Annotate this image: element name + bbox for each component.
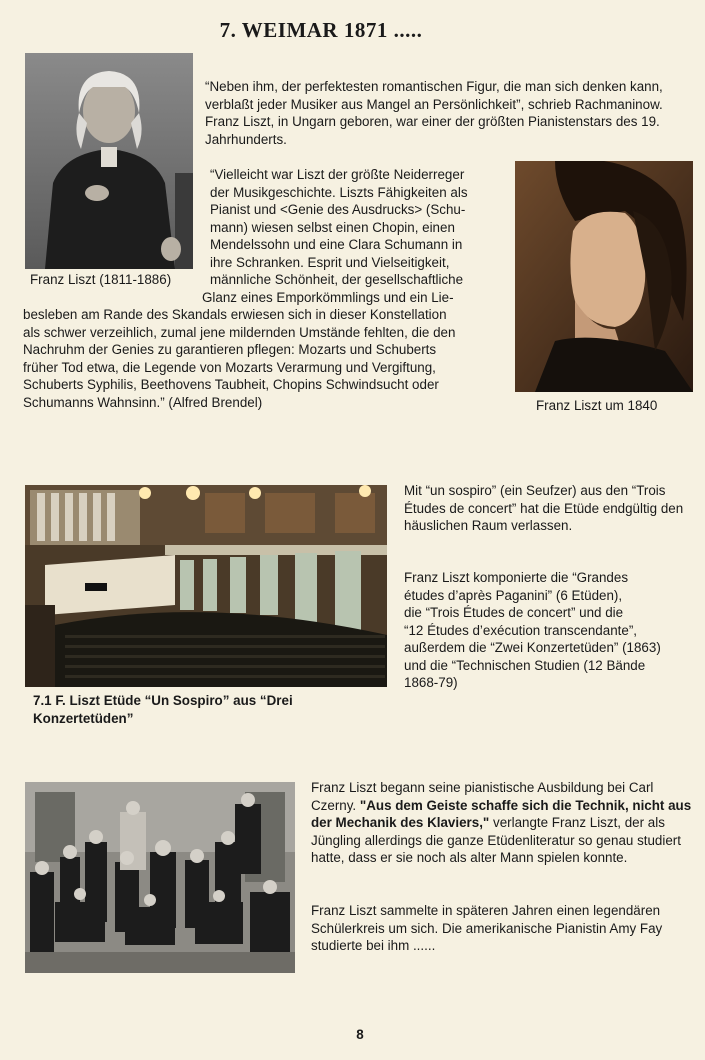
etude-list-line: “12 Études d’exécution transcendante”, [404,622,637,638]
etude-list-line: 1868-79) [404,675,458,690]
caption-etude-un-sospiro: 7.1 F. Liszt Etüde “Un Sospiro” aus “Drei Konzertetüden” [33,693,293,726]
liszt-portrait-photo-old [25,53,193,269]
caption-liszt-old: Franz Liszt (1811-1886) [30,272,172,287]
paragraph-students: Franz Liszt sammelte in späteren Jahren einen legendären Schülerkreis um sich. Die amerikanische Pianistin Amy Fay studierte bei ihm ...... [311,903,663,953]
page-title: 7. WEIMAR 1871 ..... [219,18,423,42]
liszt-students-group-photo [25,782,295,973]
caption-liszt-1840: Franz Liszt um 1840 [536,398,658,413]
etude-list-line: études d’après Paganini” (6 Etüden), [404,587,623,603]
quote-line: Glanz eines Emporkömmlings und ein Lie- [202,289,454,305]
quote-line: als schwer verzeihlich, zumal jene mildernden Umstände fehlten, die den [23,324,456,340]
quote-line: der Musikgeschichte. Liszts Fähigkeiten als [210,184,468,200]
etude-list-line: Franz Liszt komponierte die “Grandes [404,570,629,585]
quote-line: früher Tod etwa, die Legende von Mozarts Verarmung und Vergiftung, [23,359,436,375]
quote-line: männliche Schönheit, der gesellschaftliche [210,272,464,287]
etude-list-line: und die “Technischen Studien (12 Bände [404,657,646,673]
quote-line: Schumanns Wahnsinn.” (Alfred Brendel) [23,394,263,410]
liszt-portrait-painting-1840 [515,161,693,392]
paragraph-un-sospiro: Mit “un sospiro” (ein Seufzer) aus den “Trois Études de concert” hat die Etüde endgültig den häuslichen Raum verlassen. [404,483,684,533]
page-number: 8 [356,1027,364,1042]
quote-line: mann) wiesen selbst einen Chopin, einen [210,219,455,235]
etude-list-line: die “Trois Études de concert” und die [404,605,624,620]
quote-line: “Vielleicht war Liszt der größte Neiderreger [210,167,465,182]
czerny-text-start: Franz Liszt begann seine pianistische Ausbildung bei Carl Czerny. [311,780,654,813]
quote-line: Schuberts Syphilis, Beethovens Taubheit, Chopins Schwindsucht oder [23,377,439,392]
quote-line: Mendelssohn und eine Clara Schumann in [210,237,463,252]
intro-paragraph: “Neben ihm, der perfektesten romantischen Figur, die man sich denken kann, verblaßt jeder Musiker aus Mangel an Persönlichkeit”, schrieb Rachmaninow. Franz Liszt, in Ungarn geboren, war einer der größten Pianistenstars des 19. Jahrhunderts. [205,79,663,147]
quote-line: Nachruhm der Genies zu garantieren pflegen: Mozarts und Schuberts [23,342,437,357]
quote-line: Pianist und <Genie des Ausdrucks> (Schu- [210,202,466,217]
quote-line: ihre Schranken. Esprit und Vielseitigkeit, [210,254,450,270]
czerny-text-end: verlangte Franz Liszt, der als Jüngling allerdings die ganze Etüdenliteratur so genau studiert hatte, dass er sie noch als alter Mann spielen konnte. [311,815,681,865]
quote-line: besleben am Rande des Skandals erwiesen sich in dieser Konstellation [23,307,447,322]
liszt-quote-bold: "Aus dem Geiste schaffe sich die Technik, nicht aus der Mechanik des Klaviers," [311,797,692,830]
etude-list-line: außerdem die “Zwei Konzertetüden” (1863) [404,640,661,655]
concert-hall-photo [25,485,387,687]
paragraph-czerny [311,779,693,867]
